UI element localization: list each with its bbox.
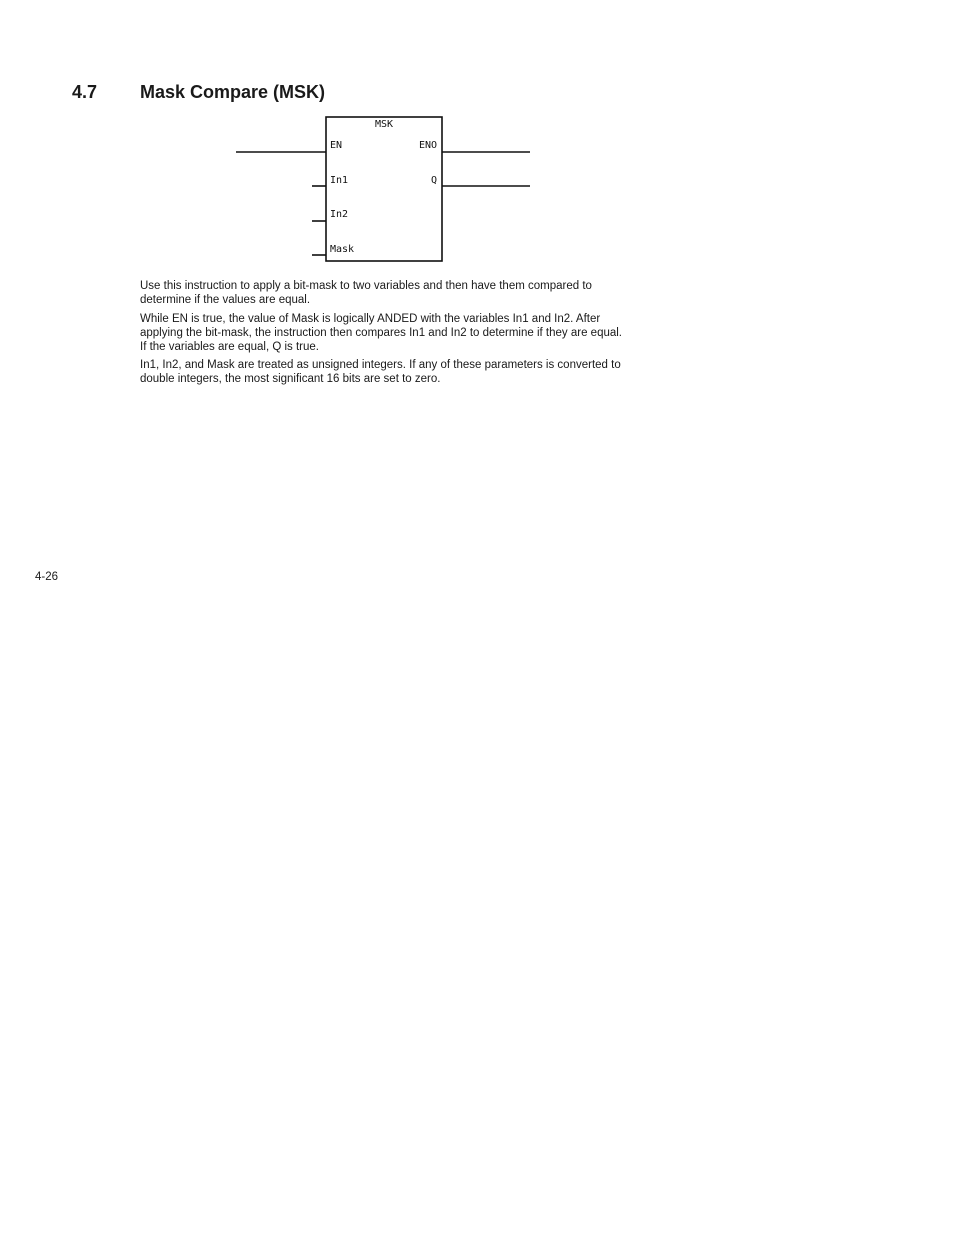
section-number: 4.7 <box>72 82 98 102</box>
input-label-in2: In2 <box>330 209 349 220</box>
page-number: 4-26 <box>35 571 59 583</box>
function-block-name: MSK <box>374 119 394 130</box>
input-label-mask: Mask <box>330 244 355 255</box>
input-label-en: EN <box>330 140 343 151</box>
output-label-eno: ENO <box>418 140 437 151</box>
paragraph: In1, In2, and Mask are treated as unsigned integers. If any of these parameters is converted to double integers, the most significant 16 bits are set to zero. <box>140 359 621 385</box>
section-title: Mask Compare (MSK) <box>140 82 326 102</box>
msk-function-block-diagram <box>230 112 540 266</box>
paragraph: Use this instruction to apply a bit-mask to two variables and then have them compared to determine if the values are equal. <box>140 280 592 306</box>
description <box>140 279 630 391</box>
output-label-q: Q <box>430 175 437 186</box>
input-label-in1: In1 <box>330 175 349 186</box>
paragraph: While EN is true, the value of Mask is logically ANDED with the variables In1 and In2. After applying the bit-mask, the instruction then compares In1 and In2 to determine if they are equal. If the variables are equal, Q is true. <box>140 312 623 353</box>
function-block-box <box>326 117 442 261</box>
